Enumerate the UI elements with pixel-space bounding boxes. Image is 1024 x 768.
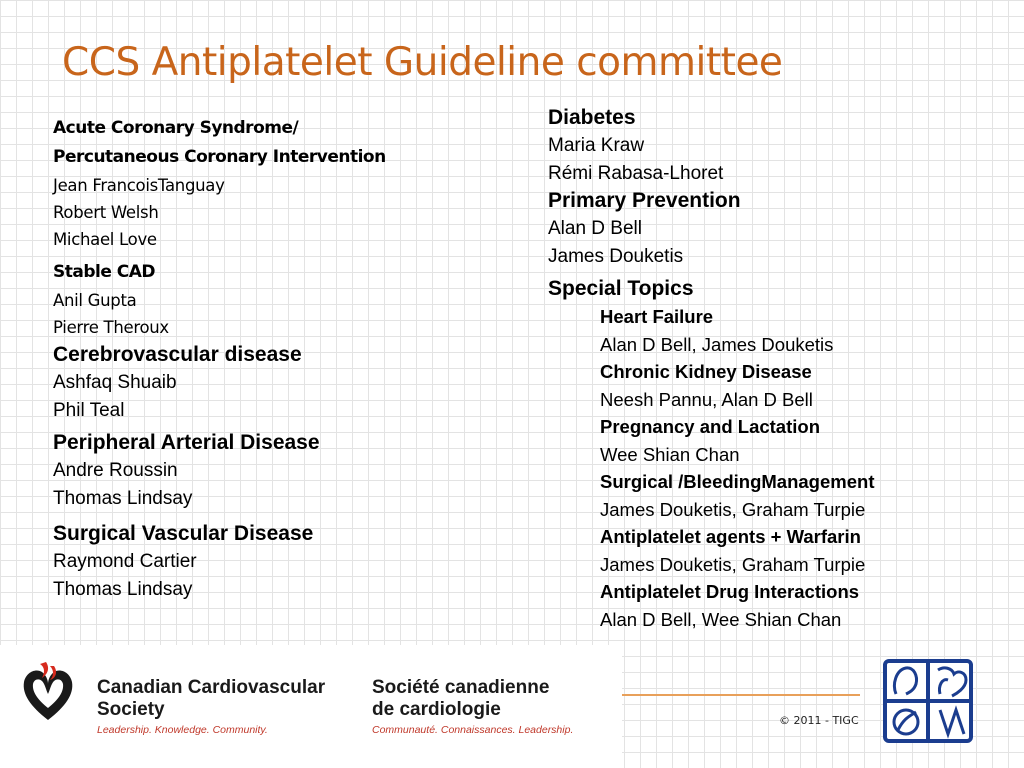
primary-prevention-heading: Primary Prevention: [548, 189, 741, 212]
pad-member: Thomas Lindsay: [53, 487, 193, 509]
org-name-en-line2: Society: [97, 699, 165, 720]
primary-prevention-member: James Douketis: [548, 245, 684, 267]
org-tagline-en: Leadership. Knowledge. Community.: [97, 724, 268, 736]
copyright-text: © 2011 - TIGC: [779, 714, 859, 727]
diabetes-member: Rémi Rabasa-Lhoret: [548, 162, 724, 184]
special-topic-members: James Douketis, Graham Turpie: [600, 553, 866, 575]
right-column: [548, 104, 968, 633]
special-topic-members: Alan D Bell, James Douketis: [600, 333, 834, 355]
ccs-org-name-en: [97, 677, 325, 736]
stable-cad-heading: Stable CAD: [53, 262, 156, 282]
diabetes-heading: Diabetes: [548, 106, 636, 129]
acs-member: Jean FrancoisTanguay: [53, 176, 225, 195]
special-topic-members: James Douketis, Graham Turpie: [600, 498, 866, 520]
svd-member: Raymond Cartier: [53, 551, 197, 572]
cardiology-emblem-icon: [882, 658, 974, 744]
slide-title: CCS Antiplatelet Guideline committee: [62, 40, 783, 85]
special-topic-members: Neesh Pannu, Alan D Bell: [600, 388, 813, 410]
pad-member: Andre Roussin: [53, 460, 178, 481]
acs-heading-line1: Acute Coronary Syndrome/: [53, 118, 299, 138]
acs-member: Michael Love: [53, 230, 157, 249]
org-tagline-fr: Communauté. Connaissances. Leadership.: [372, 724, 574, 736]
special-topic-members: Wee Shian Chan: [600, 443, 740, 465]
ccs-org-name-fr: [372, 677, 573, 736]
acs-member: Robert Welsh: [53, 203, 159, 222]
svd-heading: Surgical Vascular Disease: [53, 522, 314, 545]
stable-cad-member: Anil Gupta: [53, 291, 137, 310]
ccs-heart-logo-icon: [18, 660, 78, 722]
special-topics-heading: Special Topics: [548, 277, 694, 300]
svd-member: Thomas Lindsay: [53, 578, 193, 600]
cerebro-member: Ashfaq Shuaib: [53, 372, 177, 393]
acs-heading-line2: Percutaneous Coronary Intervention: [53, 147, 386, 167]
pad-heading: Peripheral Arterial Disease: [53, 431, 320, 454]
cerebro-heading: Cerebrovascular disease: [53, 343, 302, 366]
org-name-fr-line2: de cardiologie: [372, 699, 501, 720]
special-topic-heading: Pregnancy and Lactation: [600, 416, 820, 437]
diabetes-member: Maria Kraw: [548, 135, 645, 156]
org-name-en-line1: Canadian Cardiovascular: [97, 677, 326, 698]
left-column: [53, 114, 513, 603]
stable-cad-member: Pierre Theroux: [53, 318, 169, 337]
special-topic-heading: Heart Failure: [600, 306, 714, 327]
footer-divider: [622, 694, 860, 696]
primary-prevention-member: Alan D Bell: [548, 218, 642, 239]
special-topics-list: [548, 303, 968, 633]
special-topic-heading: Antiplatelet Drug Interactions: [600, 581, 860, 602]
cerebro-member: Phil Teal: [53, 399, 125, 421]
special-topic-members: Alan D Bell, Wee Shian Chan: [600, 608, 842, 630]
special-topic-heading: Surgical /BleedingManagement: [600, 471, 875, 492]
special-topic-heading: Antiplatelet agents + Warfarin: [600, 526, 861, 547]
special-topic-heading: Chronic Kidney Disease: [600, 361, 812, 382]
org-name-fr-line1: Société canadienne: [372, 677, 550, 698]
